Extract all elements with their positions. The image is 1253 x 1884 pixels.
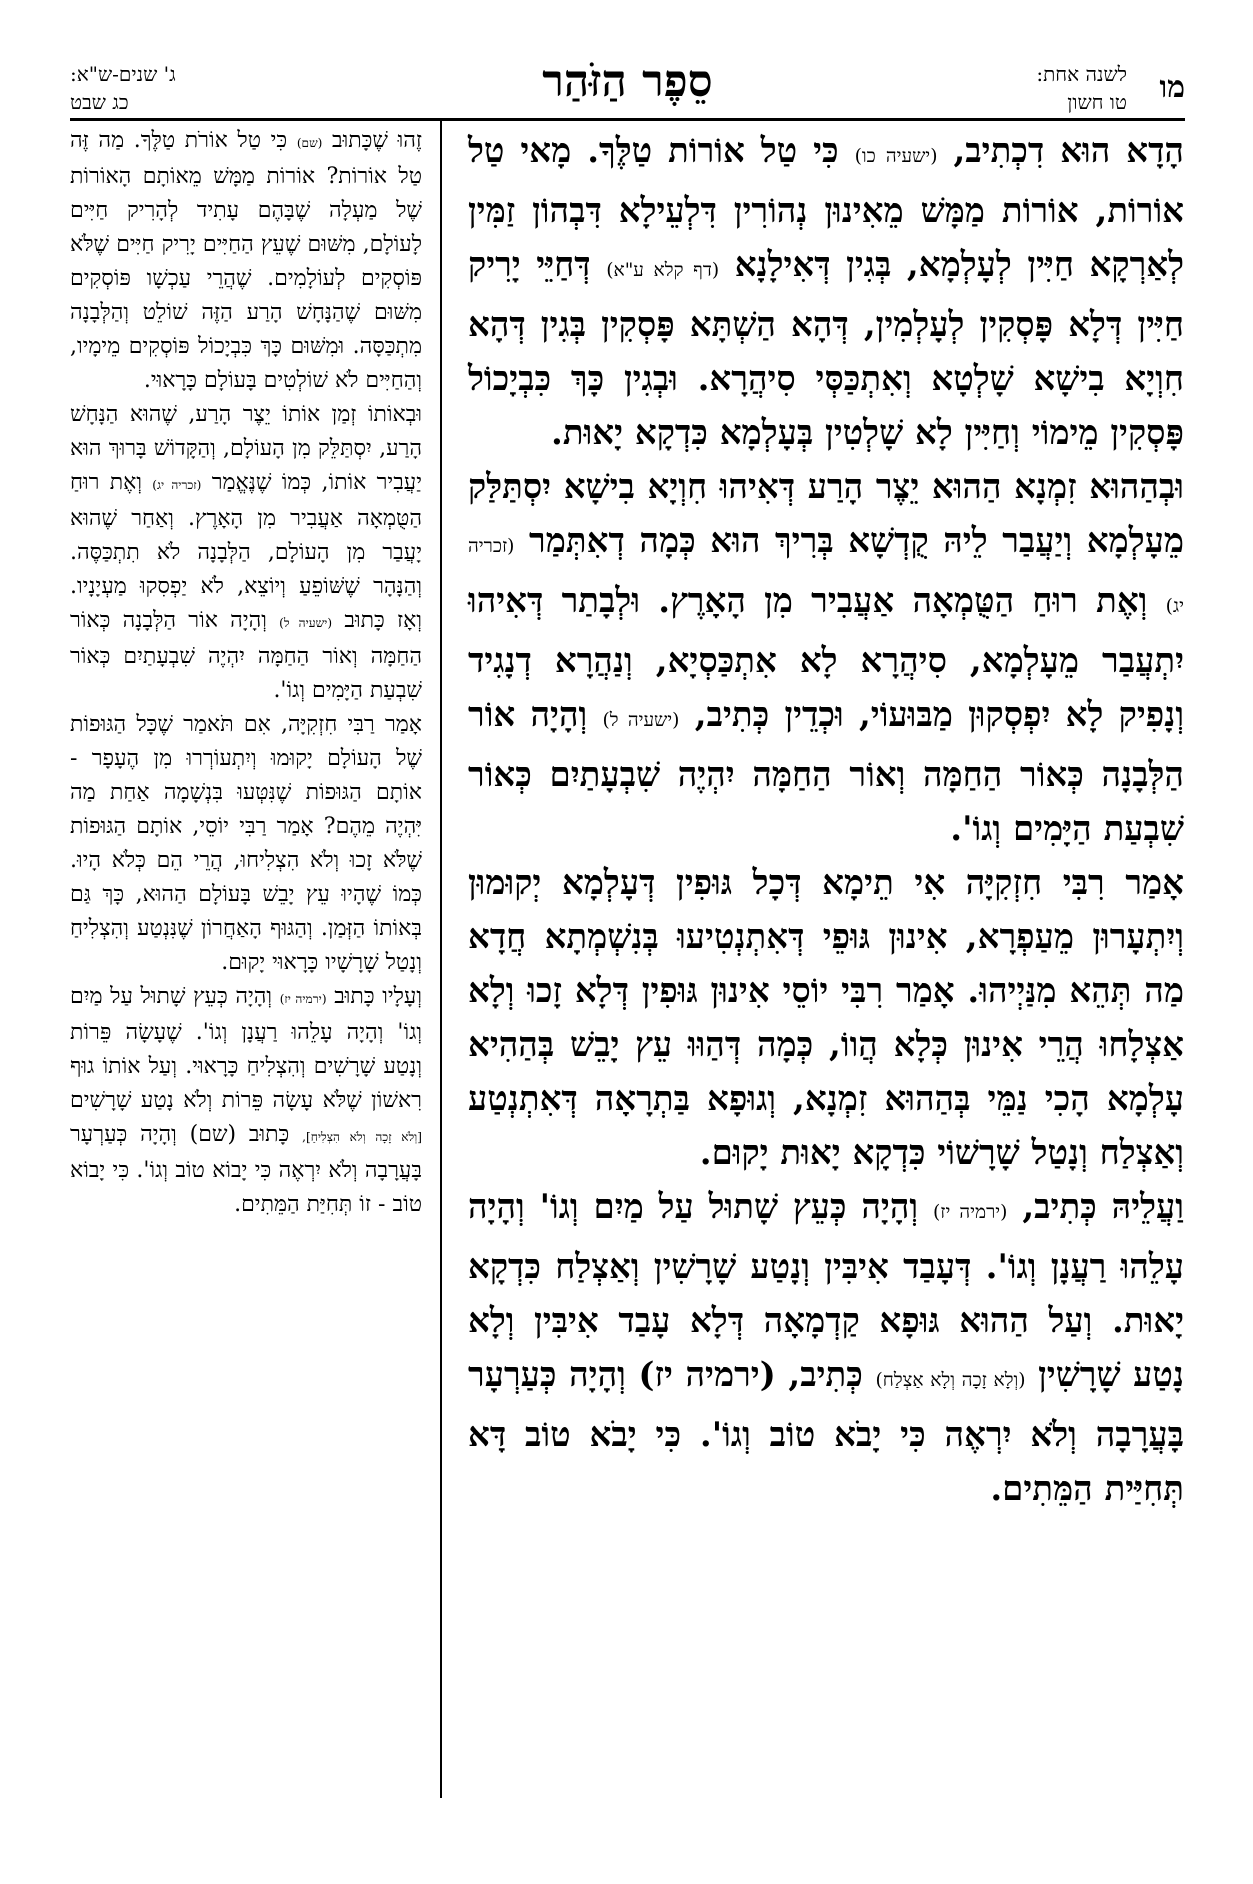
hebrew-translation-column — [70, 124, 422, 1222]
main-aramaic-column — [468, 124, 1184, 1516]
book-title: סֵפֶר הַזֹּהַר — [542, 56, 713, 107]
header-left-info — [70, 60, 176, 116]
page-number: מו — [1159, 70, 1185, 105]
side-paragraph: זֶהוּ שֶׁכָּתוּב (שם) כִּי טַל אוֹרֹת טַלֶּךָ. מַה זֶּה טַל אוֹרוֹת? אוֹרוֹת מַמָּשׁ מֵאוֹתָם הָאוֹרוֹת שֶׁל מַעְלָה שֶׁבָּהֶם עָתִיד לְהָרִיק חַיִּים לָעוֹלָם, מִשּׁוּם שֶׁעֵץ הַחַיִּים יָרִיק חַיִּים שֶׁלֹּא פּוֹסְקִים לְעוֹלָמִים. שֶׁהֲרֵי עַכְשָׁו פּוֹסְקִים מִשּׁוּם שֶׁהַנָּחָשׁ הָרַע הַזֶּה שׁוֹלֵט וְהַלְּבָנָה מִתְכַּסָּה. וּמִשּׁוּם כָּךְ כִּבְיָכוֹל פּוֹסְקִים מֵימָיו, וְהַחַיִּים לֹא שׁוֹלְטִים בָּעוֹלָם כָּרָאוּי. — [70, 128, 423, 393]
header-right-line2: טו חשון — [1067, 90, 1127, 114]
side-paragraph: אָמַר רַבִּי חִזְקִיָּה, אִם תֹּאמַר שֶׁכָּל הַגּוּפוֹת שֶׁל הָעוֹלָם יָקוּמוּ וְיִתְעוֹרְרוּ מִן הֶעָפָר - אוֹתָם הַגּוּפוֹת שֶׁנִּטְּעוּ בִּנְשָׁמָה אַחַת מַה יִּהְיֶה מֵהֶם? אָמַר רַבִּי יוֹסֵי, אוֹתָם הַגּוּפוֹת שֶׁלֹּא זָכוּ וְלֹא הִצְלִיחוּ, הֲרֵי הֵם כְּלֹא הָיוּ. כְּמוֹ שֶׁהָיוּ עֵץ יָבֵשׁ בָּעוֹלָם הַהוּא, כָּךְ גַּם בְּאוֹתוֹ הַזְּמַן. וְהַגּוּף הָאַחֲרוֹן שֶׁנִּנְטַע וְהִצְלִיחַ וְנָטַל שָׁרָשָׁיו כָּרָאוּי יָקוּם. — [70, 712, 422, 975]
main-paragraph: וַעֲלֵיהּ כְּתִיב, (ירמיה יז) וְהָיָה כְּעֵץ שָׁתוּל עַל מַיִם וְגוֹ' וְהָיָה עָלֵהוּ רַעֲנָן וְגוֹ'. דְּעָבַד אִיבִּין וְנָטַע שָׁרָשִׁין וְאַצְלַח כִּדְקָא יָאוּת. וְעַל הַהוּא גּוּפָא קַדְמָאָה דְּלָא עָבַד אִיבִּין וְלָא נָטַע שָׁרָשִׁין (וְלָא זָכָה וְלָא אַצְלַח) כְּתִיב, (ירמיה יז) וְהָיָה כְּעַרְעָר בָּעֲרָבָה וְלֹא יִרְאֶה כִּי יָבֹא טוֹב וְגוֹ'. כִּי יָבֹא טוֹב דָּא תְּחִיַּית הַמֵּתִים. — [468, 1187, 1184, 1509]
page-header — [70, 56, 1185, 116]
main-paragraph: אָמַר רִבִּי חִזְקִיָּה אִי תֵימָא דְּכָל גּוּפִין דְּעָלְמָא יְקוּמוּן וְיִתְעָרוּן מֵעַפְרָא, אִינוּן גּוּפֵי דְּאִתְנְטִיעוּ בְּנִשְׁמְתָא חֲדָא מַה תְּהֵא מִנַּיְיהוּ. אָמַר רִבִּי יוֹסֵי אִינוּן גּוּפִין דְּלָא זָכוּ וְלָא אַצְלָחוּ הֲרֵי אִינוּן כְּלָא הֲווֹ, כְּמָה דְּהַוּוּ עֵץ יָבֵשׁ בְּהַהִיא עָלְמָא הָכִי נַמֵּי בְּהַהוּא זִמְנָא, וְגוּפָא בַּתְרָאָה דְּאִתְנְטַע וְאַצְלַח וְנָטַל שָׁרָשׁוֹי כִּדְקָא יָאוּת יָקוּם. — [468, 863, 1184, 1173]
main-paragraph: וּבְהַהוּא זִמְנָא הַהוּא יֵצֶר הָרַע דְּאִיהוּ חִוְיָא בִישָׁא יִסְתַּלַּק מֵעָלְמָא וְיַעֲבַר לֵיהּ קֻדְשָׁא בְּרִיךְ הוּא כְּמָה דְאִתְּמַר (זכריה יג) וְאֶת רוּחַ הַטֻּמְאָה אַעֲבִיר מִן הָאָרֶץ. וּלְבָתַר דְּאִיהוּ יִתְעֲבַר מֵעָלְמָא, סִיהֲרָא לָא אִתְכַּסְיָא, וְנַהֲרָא דְנָגִיד וְנָפִיק לָא יִפְסְקוּן מַבּוּעוֹי, וּכְדֵין כְּתִיב, (ישעיה ל) וְהָיָה אוֹר הַלְּבָנָה כְּאוֹר הַחַמָּה וְאוֹר הַחַמָּה יִהְיֶה שִׁבְעָתַיִם כְּאוֹר שִׁבְעַת הַיָּמִים וְגוֹ'. — [468, 467, 1185, 849]
column-divider — [440, 118, 442, 1798]
header-left-line1: ג' שנים-ש"א: — [70, 62, 176, 86]
side-paragraph: וּבְאוֹתוֹ זְמַן אוֹתוֹ יֵצֶר הָרַע, שֶׁהוּא הַנָּחָשׁ הָרַע, יִסְתַּלֵּק מִן הָעוֹלָם, וְהַקָּדוֹשׁ בָּרוּךְ הוּא יַעֲבִיר אוֹתוֹ, כְּמוֹ שֶׁנֶּאֱמַר (זכריה יג) וְאֶת רוּחַ הַטֻּמְאָה אַעֲבִיר מִן הָאָרֶץ. וְאַחַר שֶׁהוּא יָעֲבַר מִן הָעוֹלָם, הַלְּבָנָה לֹא תִתְכַּסֶּה. וְהַנָּהָר שֶׁשּׁוֹפֵעַ וְיוֹצֵא, לֹא יַפְסִקוּ מַעְיָנָיו. וְאָז כָּתוּב (ישעיה ל) וְהָיָה אוֹר הַלְּבָנָה כְּאוֹר הַחַמָּה וְאוֹר הַחַמָּה יִהְיֶה שִׁבְעָתַיִם כְּאוֹר שִׁבְעַת הַיָּמִים וְגוֹ'. — [70, 402, 423, 703]
side-paragraph: וְעָלָיו כָּתוּב (ירמיה יז) וְהָיָה כְּעֵץ שָׁתוּל עַל מַיִם וְגוֹ' וְהָיָה עָלֵהוּ רַעֲנָן וְגוֹ'. שֶׁעָשָׂה פֵּרוֹת וְנָטַע שָׁרָשִׁים וְהִצְלִיחַ כָּרָאוּי. וְעַל אוֹתוֹ גוּף רִאשׁוֹן שֶׁלֹּא עָשָׂה פֵּרוֹת וְלֹא נָטַע שָׁרָשִׁים [וְלֹא זָכָה וְלֹא הִצְלִיחַ], כָּתוּב (שם) וְהָיָה כְּעַרְעָר בָּעֲרָבָה וְלֹא יִרְאֶה כִּי יָבוֹא טוֹב וְגוֹ'. כִּי יָבוֹא טוֹב - זוֹ תְּחִיַּת הַמֵּתִים. — [70, 984, 422, 1217]
header-right-line1: לשנה אחת: — [1036, 62, 1127, 86]
header-divider — [70, 118, 1185, 121]
header-left-line2: כג שבט — [70, 90, 129, 114]
main-paragraph: הָדָא הוּא דִכְתִיב, (ישעיה כו) כִּי טַל אוֹרוֹת טַלֶּךָ. מָאי טַל אוֹרוֹת, אוֹרוֹת מַמָּשׁ מֵאִינוּן נְהוֹרִין דִּלְעֵילָא דִּבְהוֹן זַמִּין לְאַרְקָא חַיִּין לְעָלְמָא, בְּגִין דְּאִילָנָא (דף קלא ע"א) דְּחַיֵּי יָרִיק חַיִּין דְּלָא פָּסְקִין לְעָלְמִין, דְּהָא הַשְׁתָּא פָּסְקִין בְּגִין דְּהָא חִוְיָא בִישָׁא שָׁלְטָא וְאִתְכַּסְּי סִיהֲרָא. וּבְגִין כָּךְ כִּבְיָכוֹל פָּסְקִין מֵימוֹי וְחַיִּין לָא שָׁלְטִין בְּעָלְמָא כִּדְקָא יָאוּת. — [468, 131, 1184, 453]
